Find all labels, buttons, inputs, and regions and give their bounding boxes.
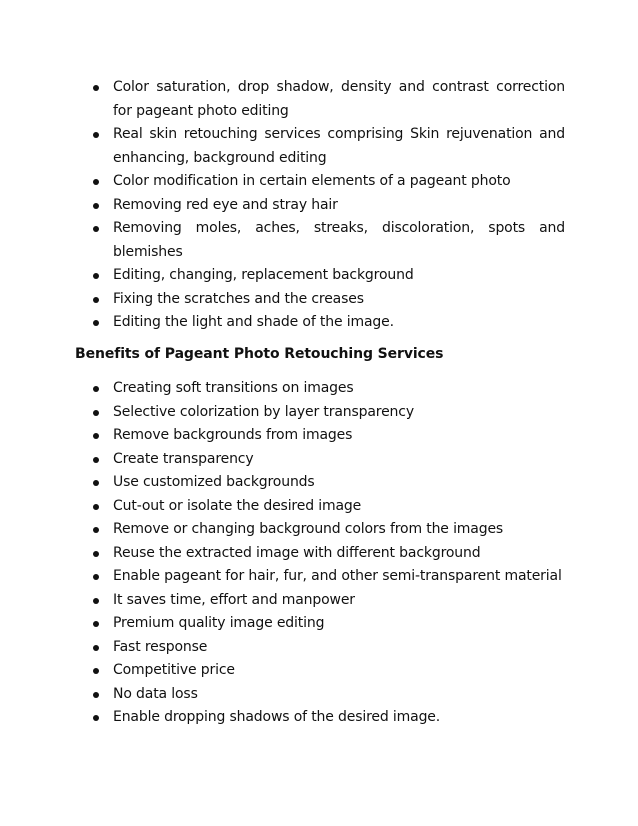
list-item-text: It saves time, effort and manpower (113, 591, 355, 608)
list-item-text: Selective colorization by layer transparency (113, 403, 414, 420)
bullet-icon (93, 668, 99, 674)
list-item (93, 123, 565, 170)
list-item-text: Editing, changing, replacement background (113, 267, 414, 283)
bullet-icon (93, 179, 99, 185)
section-heading: Benefits of Pageant Photo Retouching Services (75, 346, 444, 362)
list-item-text: Real skin retouching services comprising Skin rejuvenation and enhancing, background editing (113, 126, 565, 166)
list-item-text: Cut-out or isolate the desired image (113, 497, 362, 514)
bullet-icon (93, 504, 99, 510)
list-item (93, 311, 565, 335)
list-item (93, 448, 565, 472)
list-item (93, 288, 565, 312)
list-item (93, 659, 565, 683)
list-item (93, 377, 565, 401)
list-item-text: Creating soft transitions on images (113, 380, 354, 396)
list-item-text: Editing the light and shade of the image. (113, 314, 394, 330)
bullet-icon (93, 692, 99, 698)
list-item (93, 683, 565, 707)
bullet-icon (93, 457, 99, 463)
bullet-icon (93, 598, 99, 604)
bullet-icon (93, 527, 99, 533)
list-item (93, 76, 565, 123)
list-item-text: Fixing the scratches and the creases (113, 290, 364, 307)
bullet-icon (93, 645, 99, 651)
bullet-icon (93, 715, 99, 721)
list-item-text: No data loss (113, 685, 198, 702)
list-item (93, 217, 565, 264)
bullet-icon (93, 297, 99, 303)
list-item (93, 565, 565, 589)
bullet-icon (93, 621, 99, 627)
bullet-icon (93, 132, 99, 138)
list-item (93, 542, 565, 566)
list-item-text: Color saturation, drop shadow, density and contrast correction for pageant photo editing (113, 79, 565, 119)
list-item (93, 264, 565, 288)
list-item-text: Competitive price (113, 662, 235, 678)
list-item (93, 518, 565, 542)
bullet-icon (93, 574, 99, 580)
bullet-icon (93, 551, 99, 557)
list-item (93, 589, 565, 613)
list-item-text: Fast response (113, 638, 208, 655)
bullet-icon (93, 203, 99, 209)
list-item (93, 401, 565, 425)
bullet-icon (93, 433, 99, 439)
list-item-text: Remove backgrounds from images (113, 427, 353, 443)
list-item-text: Remove or changing background colors from the images (113, 521, 504, 537)
list-item-text: Premium quality image editing (113, 615, 325, 631)
bullet-icon (93, 273, 99, 279)
bullet-icon (93, 480, 99, 486)
list-item (93, 194, 565, 218)
bullet-icon (93, 386, 99, 392)
list-item-text: Enable dropping shadows of the desired image. (113, 709, 441, 725)
bullet-icon (93, 410, 99, 416)
bullet-icon (93, 320, 99, 326)
list-item (93, 471, 565, 495)
list-item-text: Enable pageant for hair, fur, and other semi-transparent material (113, 568, 562, 584)
benefits-list (93, 377, 565, 730)
list-item-text: Removing moles, aches, streaks, discoloration, spots and blemishes (113, 220, 565, 260)
list-item-text: Create transparency (113, 450, 254, 467)
list-item (93, 636, 565, 660)
bullet-icon (93, 226, 99, 232)
services-list (93, 76, 565, 335)
list-item (93, 424, 565, 448)
list-item (93, 612, 565, 636)
list-item-text: Reuse the extracted image with different background (113, 544, 481, 561)
list-item (93, 706, 565, 730)
list-item (93, 170, 565, 194)
list-item-text: Use customized backgrounds (113, 474, 315, 490)
list-item (93, 495, 565, 519)
list-item-text: Removing red eye and stray hair (113, 196, 338, 213)
list-item-text: Color modification in certain elements of a pageant photo (113, 173, 511, 189)
bullet-icon (93, 85, 99, 91)
